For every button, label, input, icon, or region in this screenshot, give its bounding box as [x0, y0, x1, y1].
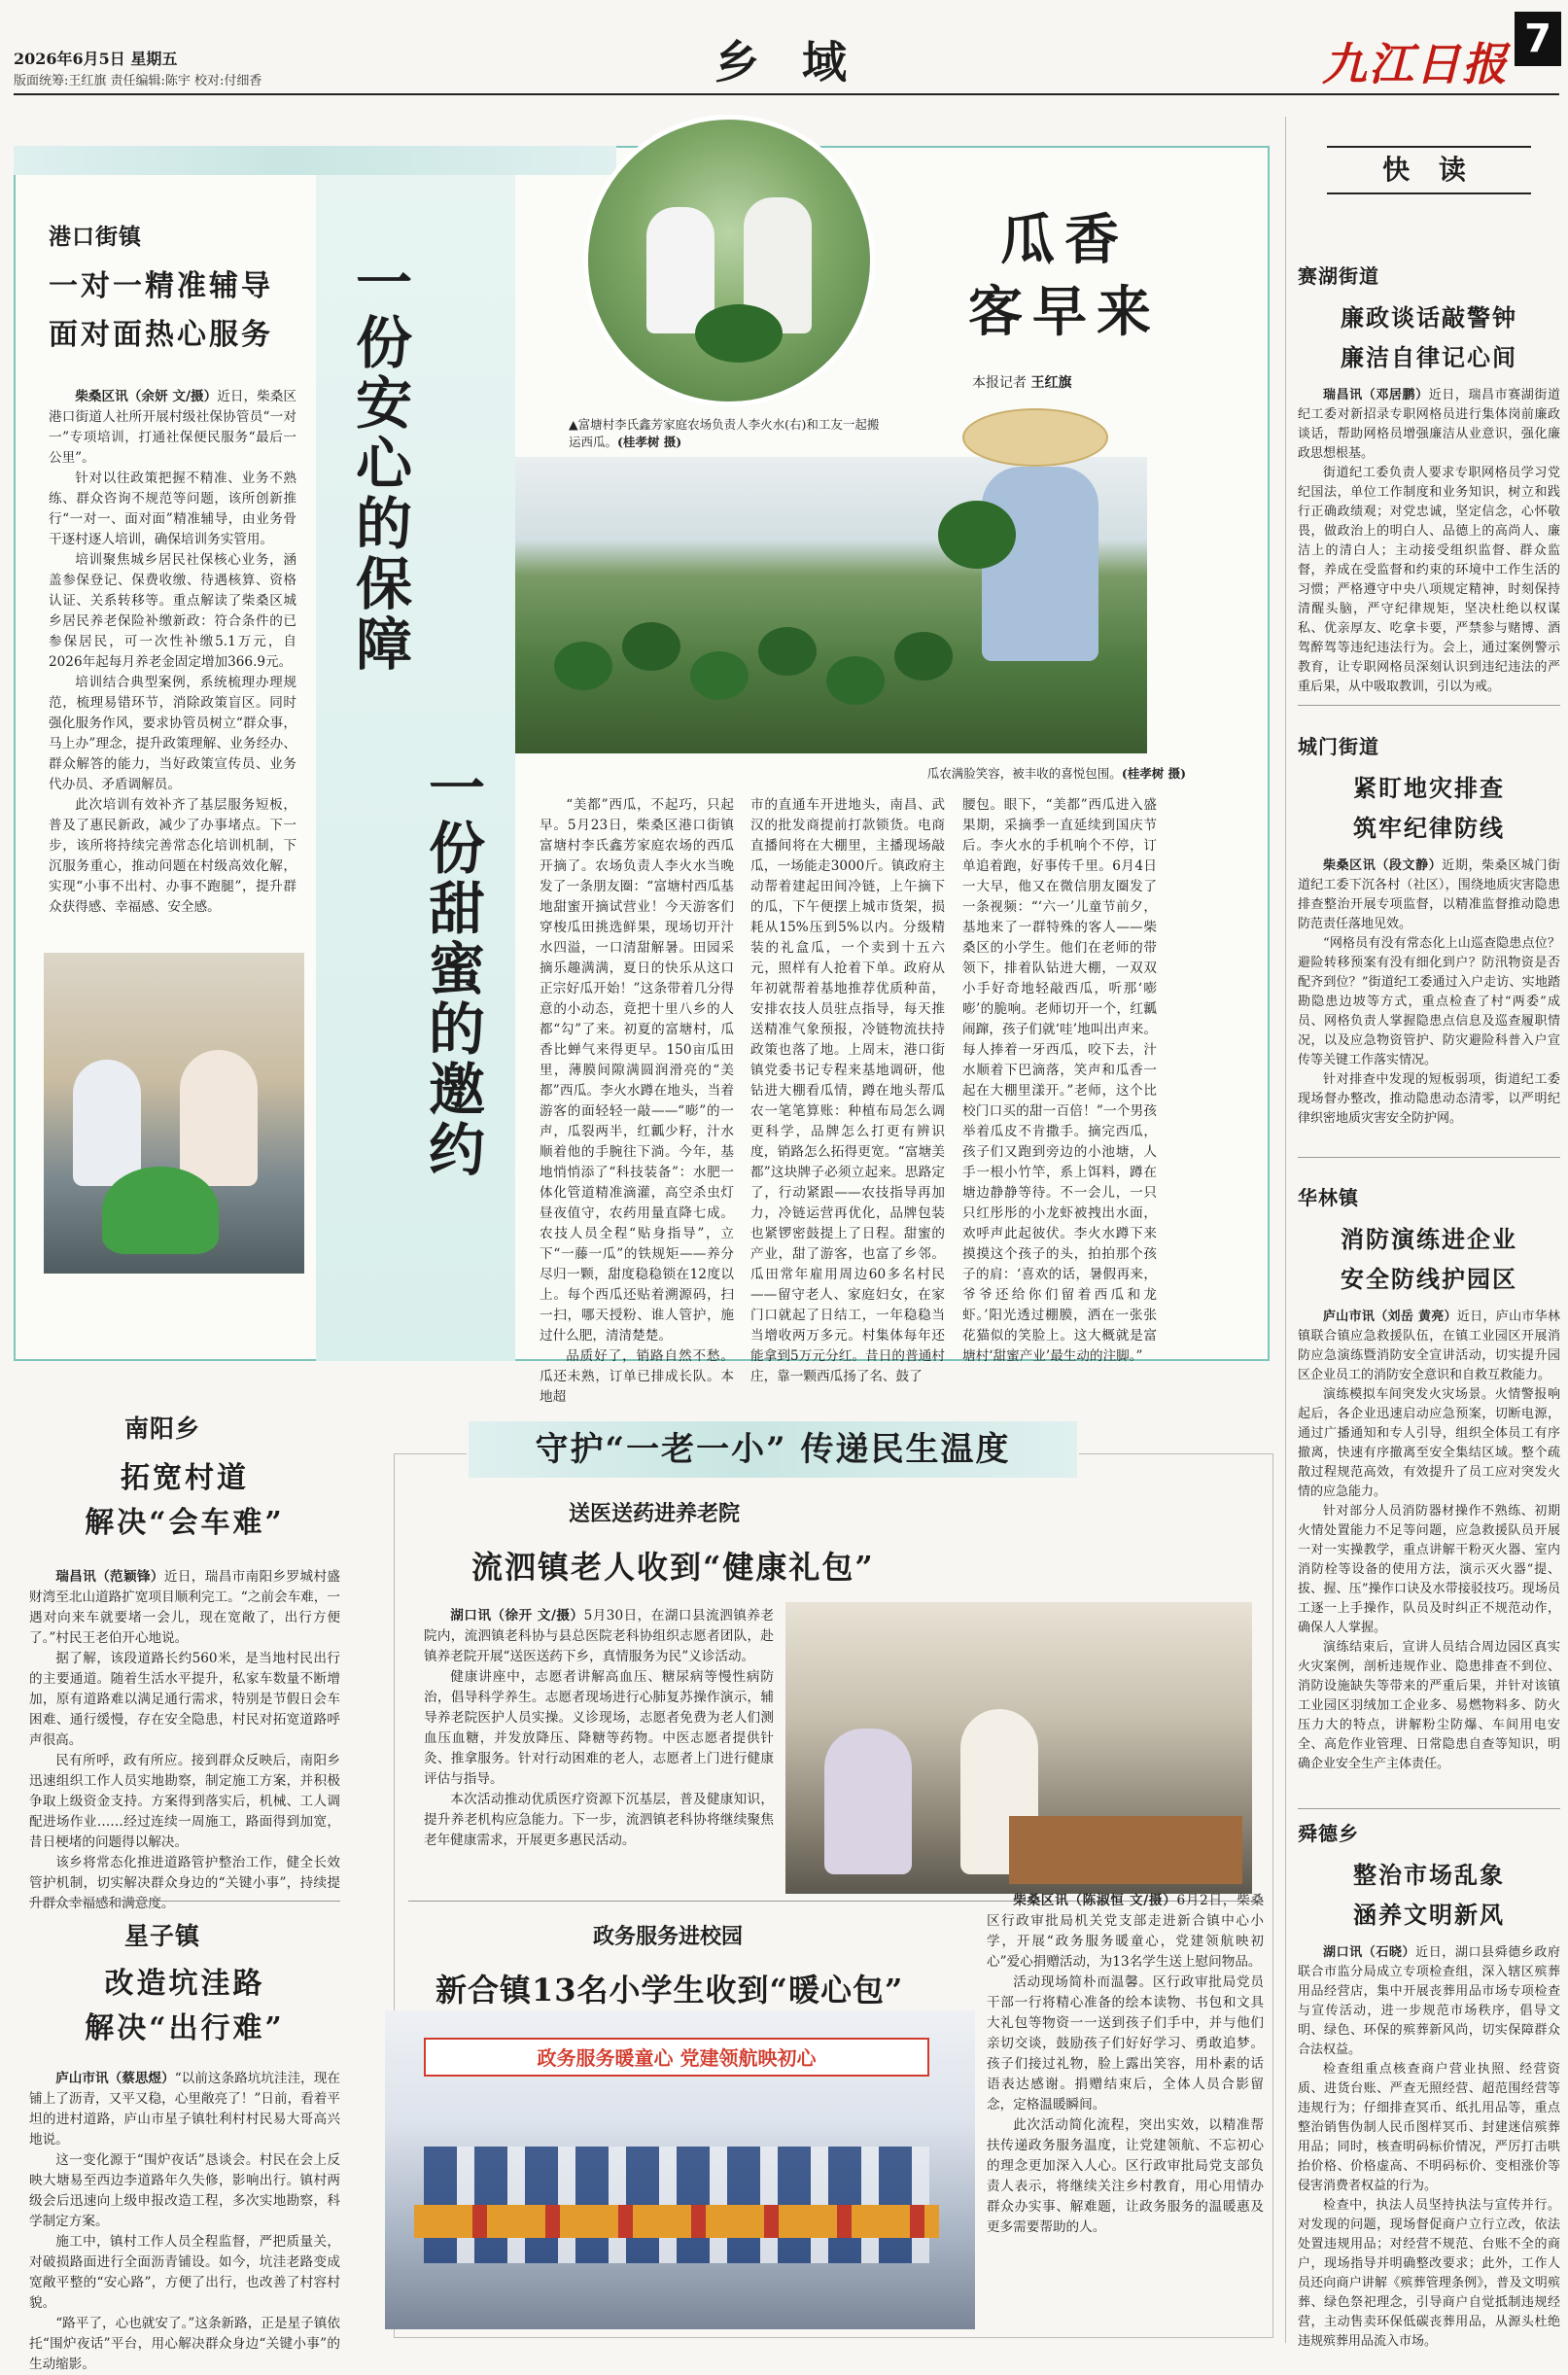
divider	[1298, 1808, 1560, 1809]
feature-title-line1: 瓜香	[1000, 208, 1129, 272]
story-xinhe-body: 柴桑区讯（陈淑恒 文/摄）6月2日，柴桑区行政审批局机关党支部走进新合镇中心小学，开展“政务服务暖童心，党建领航映初心”爱心捐赠活动，为13名学生送上慰问物品。 活动现场简朴而温馨。区行政审批局党员干部一行将精心准备的绘本读物、书包和文具大礼包等物资一一送到孩子们手中，并与他们亲切交谈，鼓励孩子们好好学习、勇敢追梦。孩子们接过礼物，脸上露出笑容，用朴素的话语表达感谢。捐赠结束后，全体人员合影留念，定格温暖瞬间。 此次活动简化流程，突出实效，以精准帮扶传递政务服务温度，让党建领航、不忘初心的理念更加深入人心。区行政审批局党支部负责人表示，将继续关注乡村教育，用心用情办群众办实事、解难题，让政务服务的温暖惠及更多需要帮助的人。	[987, 1893, 1264, 2235]
headline-line2: 面对面热心服务	[49, 318, 273, 352]
person-figure	[73, 1060, 141, 1186]
watermelon-carry-photo	[583, 115, 875, 406]
school-donation-photo	[385, 2010, 975, 2329]
story-liusi	[408, 1497, 1264, 1588]
divider	[1298, 705, 1560, 706]
melon	[554, 642, 612, 690]
article-body: 瑞昌讯（范颖锋）近日，瑞昌市南阳乡罗城村盛财湾至北山道路扩宽项目顺利完工。“之前会车难，一遇对向来车就要堵一会儿，现在宽敞了，出行方便了。”村民王老伯开心地说。 据了解，该段道路长约560米，是当地村民出行的主要通道。随着生活水平提升，私家车数量不断增加，原有道路难以满足通行需求，特别是节假日会车困难、通行缓慢，存在安全隐患，村民对拓宽道路呼声很高。 民有所呼，政有所应。接到群众反映后，南阳乡迅速组织工作人员实地勘察，制定施工方案，并积极争取上级资金支持。方案得到落实后，机械、工人调配进场作业……经过连续一周施工，路面得到加宽，昔日梗堵的问题得以解决。 该乡将常态化推进道路管护整治工作，健全长效管护机制，切实解决群众身边的“关键小事”，持续提升群众幸福感和满意度。	[29, 1569, 340, 1911]
story-kicker: 送医送药进养老院	[569, 1501, 741, 1526]
masthead	[0, 0, 1568, 117]
headline-line2: 解决“会车难”	[85, 1506, 285, 1540]
headline-line1: 一对一精准辅导	[49, 269, 273, 303]
article-body: 庐山市讯（蔡思煜）“以前这条路坑坑洼洼，现在铺上了沥青，又平又稳，心里敞亮了！”日前，看着平坦的进村道路，庐山市星子镇牡利村村民易大哥高兴地说。 这一变化源于“围炉夜话”恳谈会。村民在会上反映大塘易至西边李道路年久失修，影响出行。镇村两级会后迅速向上级申报改造工程，多次实地勘察，科学制定方案。 施工中，镇村工作人员全程监督，严把质量关，对破损路面进行全面沥青铺设。如今，坑洼老路变成宽敞平整的“安心路”，方便了出行，也改善了村容村貌。 “路平了，心也就安了。”这条新路，正是星子镇依托“围炉夜话”平台，用心解决群众身边“关键小事”的生动缩影。	[29, 2071, 340, 2372]
dept-label: 南阳乡	[124, 1415, 201, 1443]
straw-hat	[962, 408, 1108, 467]
photo-caption: ▲富塘村李氏鑫芳家庭农场负责人李火水(右)和工友一起搬运西瓜。(桂孝树 摄)	[569, 417, 880, 449]
melon	[826, 656, 885, 705]
vertical-slogan	[316, 175, 515, 1361]
mid-banner-text: 守护“一老一小” 传递民生温度	[535, 1430, 1011, 1469]
page-number: 7	[1515, 12, 1561, 66]
watermelon-basket	[695, 304, 783, 363]
melon	[894, 632, 953, 681]
dept-label: 港口街镇	[49, 224, 142, 250]
brief-shunde: 舜德乡 整治市场乱象 涵养文明新风 湖口讯（石晓）近日，湖口县舜德乡政府联合市监分局成立专项检查组，深入辖区殡葬用品经营店，集中开展丧葬用品市场专项检查与宣传活动，进一步规范市场秩序，倡导文明、绿色、环保的殡葬新风尚，切实保障群众合法权益。 检查组重点核查商户营业执照、经营资质、进货台账、严查无照经营、超范围经营等违规行为；仔细排查冥币、纸扎用品等，重点整治销售伪制人民币图样冥币、封建迷信殡葬用品；同时，核查明码标价情况，严厉打击哄抬价格、价格虚高、不明码标价、变相涨价等侵害消费者权益的行为。 检查中，执法人员坚持执法与宣传并行。对发现的问题，现场督促商户立行立改，依法处置违规用品；对经营不规范、台账不全的商户，现场指导并明确整改要求；此外，工作人员还向商户讲解《殡葬管理条例》，普及文明殡葬、绿色祭祀理念，引导商户自觉抵制违规经营，主动售卖环保低碳丧葬用品，从源头杜绝违规殡葬用品流入市场。	[1298, 1822, 1560, 2349]
story-xinhe	[408, 1920, 972, 2010]
divider	[1298, 1157, 1560, 1158]
dept-label: 星子镇	[124, 1922, 201, 1950]
slogan-line1: 一份安心的保障	[346, 253, 412, 675]
slogan-line2: 一份甜蜜的邀约	[419, 758, 485, 1180]
right-column	[1298, 117, 1560, 2349]
quick-read-header: 快 读	[1327, 146, 1531, 194]
masthead-rule	[14, 93, 1559, 95]
farmer-photo	[953, 408, 1147, 729]
melon	[622, 622, 680, 671]
nursing-home-photo	[785, 1602, 1252, 1894]
source-tag: 柴桑区讯（余妍 文/摄）	[75, 389, 218, 404]
headline-line1: 改造坑洼路	[104, 1967, 265, 2001]
melon	[690, 651, 749, 700]
brief-hualin: 华林镇 消防演练进企业 安全防线护园区 庐山市讯（刘岳 黄亮）近日，庐山市华林镇联合镇应急救援队伍，在镇工业园区开展消防应急演练暨消防安全宣讲活动，切实提升园区企业员工的消防安全意识和自救互救能力。 演练模拟车间突发火灾场景。火情警报响起后，各企业迅速启动应急预案，切断电源，通过广播通知和专人引导，组织全体员工有序撤离，快速有序撤离至安全集结区域。整个疏散过程规范高效，有效提升了员工应对突发火情的应急能力。 针对部分人员消防器材操作不熟练、初期火情处置能力不足等问题，应急救援队员开展一对一实操教学，重点讲解干粉灭火器、室内消防栓等设备的使用方法，演示灭火器“提、拔、握、压”操作口诀及水带接驳技巧。现场员工逐一上手操作，队员及时纠正不规范动作，确保人人掌握。 演练结束后，宣讲人员结合周边园区真实火灾案例，剖析违规作业、隐患排查不到位、消防设施缺失等带来的严重后果，并针对该镇工业园区羽绒加工企业多、易燃物料多、防火压力大的特点，讲解粉尘防爆、车间用电安全、高危作业管理、日常隐患自查等知识，明确企业安全生产主体责任。	[1298, 1186, 1560, 1771]
issue-date: 2026年6月5日 星期五	[14, 50, 178, 68]
editor-credits: 版面统筹:王红旗 责任编辑:陈宇 校对:付细香	[14, 74, 262, 88]
column-divider	[1285, 117, 1286, 2343]
training-photo	[44, 953, 304, 1274]
feature-top-band	[14, 146, 616, 175]
gift-packages	[414, 2205, 939, 2238]
held-melon	[938, 501, 1016, 569]
article-nanyang	[29, 1410, 340, 1914]
table	[1009, 1816, 1242, 1884]
red-banner	[424, 2038, 929, 2077]
headline-line2: 解决“出行难”	[85, 2011, 285, 2045]
story-title: 新合镇13名小学生收到“暖心包”	[436, 1972, 904, 2008]
photo-caption: 瓜农满脸笑容，被丰收的喜悦包围。(桂孝树 摄)	[926, 766, 1186, 781]
headline-line1: 拓宽村道	[121, 1461, 249, 1495]
feature-title-line2: 客早来	[968, 280, 1161, 344]
feature-byline: 本报记者 王红旗	[972, 375, 1072, 391]
feature-title	[923, 204, 1205, 348]
elder-figure	[824, 1729, 912, 1874]
brief-saihu: 赛湖街道 廉政谈话敲警钟 廉洁自律记心间 瑞昌讯（邓居鹏）近日，瑞昌市赛湖街道纪工委对新招录专职网格员进行集体岗前廉政谈话，帮助网格员增强廉洁从业意识，强化廉政思想根基。 街道纪工委负责人要求专职网格员学习党纪国法，单位工作制度和业务知识，树立和践行正确政绩观；对党忠诚，坚定信念，心怀敬畏，做政治上的明白人、品德上的高尚人、廉洁上的清白人；主动接受组织监督、群众监督，养成在受监督和约束的环境中工作生活的习惯；严格遵守中央八项规定精神，时刻保持清醒头脑，严守纪律规矩，坚决杜绝以权谋私、优亲厚友、吃拿卡要，严禁参与赌博、酒驾醉驾等违纪违法行为。会上，通过案例警示教育，让专职网格员深刻认识到违纪违法的严重后果，从中吸取教训，引以为戒。	[1298, 264, 1560, 694]
mid-banner	[467, 1419, 1079, 1480]
story-title: 流泗镇老人收到“健康礼包”	[471, 1549, 875, 1586]
red-banner-text: 政务服务暖童心 党建领航映初心	[537, 2046, 817, 2070]
divider	[29, 1901, 340, 1902]
story-kicker: 政务服务进校园	[593, 1924, 744, 1949]
story-liusi-body: 湖口讯（徐开 文/摄）5月30日，在湖口县流泗镇养老院内，流泗镇老科协与县总医院老科协组织志愿者团队，赴镇养老院开展“送医送药下乡，真情服务为民”义诊活动。 健康讲座中，志愿者讲解高血压、糖尿病等慢性病防治，倡导科学养生。志愿者现场进行心肺复苏操作演示，辅导养老院医护人员实操。义诊现场，志愿者免费为老人们测血压血糖，并发放降压、降糖等药物。中医志愿者提供针灸、推拿服务。针对行动困难的老人，志愿者上门进行健康评估与指导。 本次活动推动优质医疗资源下沉基层，普及健康知识，提升养老机构应急能力。下一步，流泗镇老科协将继续聚焦老年健康需求，开展更多惠民活动。	[424, 1608, 774, 1848]
article-xingzi	[29, 1917, 340, 2375]
farmer-body	[982, 467, 1098, 661]
melon	[758, 627, 817, 676]
section-title: 乡 域	[714, 36, 860, 88]
person-figure	[180, 1050, 258, 1186]
newspaper-logo: 九江日报	[1322, 38, 1509, 90]
feature-column-2: 市的直通车开进地头，南昌、武汉的批发商提前打款锁货。电商直播间将在大棚里，主播现场敲瓜，一场能走3000斤。镇政府主动帮着建起田间冷链，上午摘下的瓜，下午便摆上城市货架，损耗从15%压到5%以内。分级精装的礼盒瓜，一个卖到十五六元，照样有人抢着下单。政府从年初就帮着基地推荐优质种苗，安排农技人员驻点指导，每天推送精准气象预报，冷链物流扶持政策也落了地。上周末，港口街镇党委书记专程来基地调研，他钻进大棚看瓜情，蹲在地头帮瓜农一笔笔算账：种植布局怎么调更科学，品牌怎么打更有辨识度，销路怎么拓得更宽。“富塘美都”这块牌子必须立起来。思路定了，行动紧跟——农技指导再加力，冷链运营再优化，品牌包装也紧锣密鼓提上了日程。甜蜜的产业，甜了游客，也富了乡邻。瓜田常年雇用周边60多名村民——留守老人、家庭妇女，在家门口就起了日结工，一年稳稳当当增收两万多元。村集体每年还能拿到5万元分红。昔日的普通村庄，靠一颗西瓜扬了名、鼓了	[750, 797, 945, 1384]
article-gangkou	[49, 219, 296, 918]
article-body: 柴桑区讯（余妍 文/摄）近日，柴桑区港口街道人社所开展村级社保协管员“一对一”专项培训，打通社保便民服务“最后一公里”。 针对以往政策把握不精准、业务不熟练、群众咨询不规范等问题，该所创新推行“一对一、面对面”精准辅导，由业务骨干逐村逐人培训，确保培训务实管用。 培训聚焦城乡居民社保核心业务，涵盖参保登记、保费收缴、待遇核算、资格认证、关系转移等。重点解读了柴桑区城乡居民养老保险补缴新政：符合条件的已参保居民，可一次性补缴5.1万元，自2026年起每月养老金固定增加366.9元。 培训结合典型案例，系统梳理办理规范，梳理易错环节，消除政策盲区。同时强化服务作风，要求协管员树立“群众事，马上办”理念，提升政策理解、业务经办、群众解答的能力，当好政策宣传员、业务代办员、矛盾调解员。 此次培训有效补齐了基层服务短板，普及了惠民新政，减少了办事堵点。下一步，该所将持续完善常态化培训机制，下沉服务重心，推动问题在村级高效化解，实现“小事不出村、办事不跑腿”，提升群众获得感、幸福感、安全感。	[49, 389, 297, 915]
brief-chengmen: 城门街道 紧盯地灾排查 筑牢纪律防线 柴桑区讯（段文静）近期，柴桑区城门街道纪工委下沉各村（社区），围绕地质灾害隐患排查整治开展专项监督，以精准监督推动隐患防范责任落地见效。 “网格员有没有常态化上山巡查隐患点位？避险转移预案有没有细化到户？防汛物资是否配齐到位？”街道纪工委通过入户走访、实地踏勘隐患边坡等方式，重点检查了村“两委”成员、网格负责人掌握隐患点信息及巡查履职情况，以及应急物资管护、防灾避险科普入户宣传等关键工作落实情况。 针对排查中发现的短板弱项，街道纪工委现场督办整改，推动隐患动态清零，以严明纪律织密地质灾害安全防护网。	[1298, 735, 1560, 1126]
feature-column-1: “美都”西瓜，不起巧，只起早。5月23日，柴桑区港口街镇富塘村李氏鑫芳家庭农场的西瓜开摘了。农场负责人李火水当晚发了一条朋友圈：“富塘村西瓜基地甜蜜开摘试营业！今天游客们穿梭瓜田挑选鲜果，现场切开汁水四溢，一口清甜解暑。田园采摘乐趣满满，夏日的快乐从这口正宗好瓜开始！”这条带着几分得意的小动态，竟把十里八乡的人都“勾”了来。初夏的富塘村，瓜香比蝉气来得更早。150亩瓜田里，薄膜间隙满圆润滑亮的“美都”西瓜。李火水蹲在地头，当着游客的面轻轻一敲——“嘭”的一声，瓜裂两半，红瓤少籽，汁水顺着他的手腕往下淌。今年，基地悄悄添了“科技装备”：水肥一体化管道精准滴灌，高空杀虫灯昼夜值守，农药用量直降七成。农技人员全程“贴身指导”，立下“一藤一瓜”的铁规矩——养分尽归一颗，甜度稳稳锁在12度以上。每个西瓜还贴着溯源码，扫一扫，哪天授粉、谁人管护，施过什么肥，清清楚楚。 品质好了，销路自然不愁。瓜还未熟，订单已排成长队。本地超	[540, 797, 734, 1405]
mascot-figure	[102, 1167, 219, 1254]
feature-column-3: 腰包。眼下，“美都”西瓜进入盛果期，采摘季一直延续到国庆节后。李火水的手机响个不停，订单追着跑，好事传千里。6月4日一大早，他又在微信朋友圈发了一条视频：“‘六一’儿童节前夕，基地来了一群特殊的客人——柴桑区的小学生。他们在老师的带领下，排着队钻进大棚，一双双小手好奇地轻敲西瓜，听那‘嘭嘭’的脆响。老师切开一个，红瓤闹蹿，孩子们就‘哇’地叫出声来。每人捧着一牙西瓜，咬下去，汁水顺着下巴滴落，笑声和瓜香一起在大棚里漾开。”老师，这个比校门口买的甜一百倍！”一个男孩举着瓜皮不肯撒手。摘完西瓜，孩子们又跑到旁边的小池塘，人手一根小竹竿，系上饵料，蹲在塘边静静等待。不一会儿，一只只红彤彤的小龙虾被拽出水面，欢呼声此起彼伏。李火水蹲下来摸摸这个孩子的头，拍拍那个孩子的肩：‘喜欢的话，暑假再来，爷爷还给你们留着西瓜和龙虾。’阳光透过棚膜，洒在一张张花猫似的笑脸上。这大概就是富塘村‘甜蜜产业’最生动的注脚。”	[962, 797, 1157, 1364]
